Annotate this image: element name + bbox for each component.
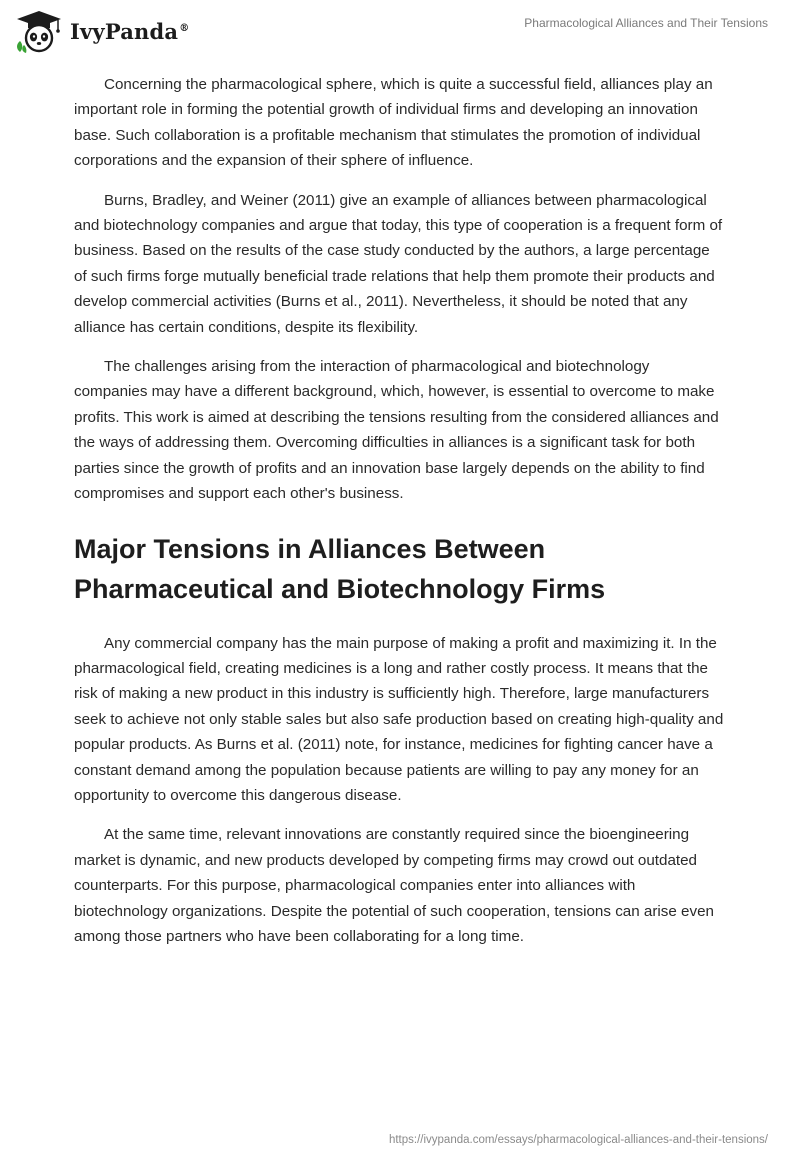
page-header bbox=[0, 0, 800, 68]
brand-name: IvyPanda® bbox=[70, 18, 190, 44]
essay-content bbox=[74, 72, 726, 963]
paragraph: The challenges arising from the interaction of pharmacological and biotechnology companies may have a different background, which, however, is essential to overcome to make profits. This work is aimed at describing the tensions resulting from the considered alliances and the ways of addressing them. Overcoming difficulties in alliances is a significant task for both parties since the growth of profits and an innovation base largely depends on the ability to find compromises and support each other's business. bbox=[74, 358, 719, 503]
paragraph: At the same time, relevant innovations are constantly required since the bioengineering market is dynamic, and new products developed by competing firms may crowd out outdated counterparts. For this purpose, pharmacological companies enter into alliances with biotechnology organizations. Despite the potential of such cooperation, tensions can arise even among those partners who have been collaborating for a long time. bbox=[74, 826, 714, 945]
running-title: Pharmacological Alliances and Their Tensions bbox=[524, 16, 768, 30]
paragraph: Burns, Bradley, and Weiner (2011) give an example of alliances between pharmacological and biotechnology companies and argue that today, this type of cooperation is a frequent form of business. Based on the results of the case study conducted by the authors, a large percentage of such firms forge mutually beneficial trade relations that help them promote their products and develop commercial activities (Burns et al., 2011). Nevertheless, it should be noted that any alliance has certain conditions, despite its flexibility. bbox=[74, 191, 723, 336]
ivypanda-logo[interactable] bbox=[14, 8, 189, 54]
source-url[interactable]: https://ivypanda.com/essays/pharmacological-alliances-and-their-tensions/ bbox=[388, 1134, 768, 1146]
paragraph: Any commercial company has the main purpose of making a profit and maximizing it. In the pharmacological field, creating medicines is a long and rather costly process. It means that the risk of making a new product in this industry is sufficiently high. Therefore, large manufacturers seek to achieve not only stable sales but also safe production based on creating high-quality and popular products. As Burns et al. (2011) note, for instance, medicines for fighting cancer have a constant demand among the population because patients are willing to pay any money for an opportunity to overcome this dangerous disease. bbox=[74, 634, 724, 804]
panda-icon bbox=[14, 8, 64, 54]
registered-mark: ® bbox=[179, 22, 190, 34]
section-heading: Major Tensions in Alliances Between Pharmaceutical and Biotechnology Firms bbox=[74, 533, 606, 604]
paragraph: Concerning the pharmacological sphere, which is quite a successful field, alliances play an important role in forming the potential growth of individual firms and developing an innovation base. Such collaboration is a profitable mechanism that stimulates the promotion of individual corporations and the expansion of their sphere of influence. bbox=[74, 76, 713, 170]
